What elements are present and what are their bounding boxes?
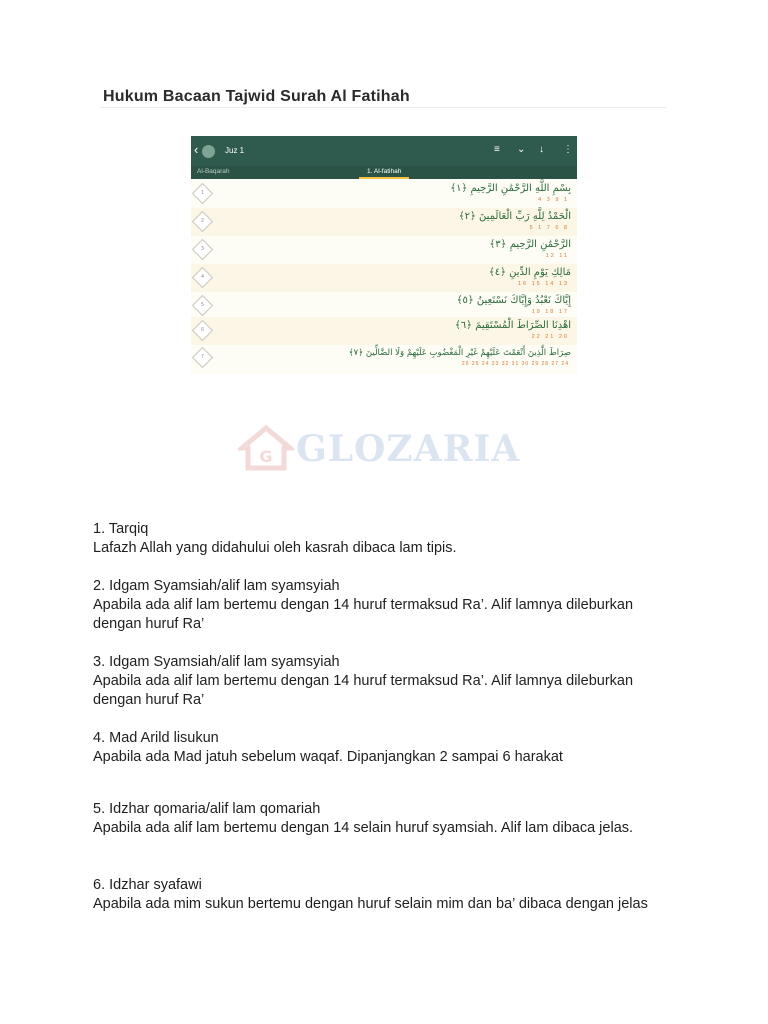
rule-item [93,876,673,914]
verse-arabic: الرَّحْمَٰنِ الرَّحِيمِ ﴿٣﴾ [489,239,571,250]
chevron-down-icon: ⌄ [517,144,526,155]
verse-arabic: إِيَّاكَ نَعْبُدُ وَإِيَّاكَ نَسْتَعِينُ ﴿٥﴾ [456,295,571,306]
watermark [238,424,521,472]
app-toolbar [191,136,577,166]
tajwid-markers: 5 1 7 6 8 [529,225,569,231]
quran-app-screenshot [191,136,577,374]
rule-item [93,653,673,710]
verse-number-badge: 1 [192,183,213,204]
tajwid-markers: 26 25 24 23 32 31 30 29 28 27 24 [461,361,569,367]
rule-heading: 1. Tarqiq [93,521,149,537]
rule-item [93,800,673,838]
rule-heading: 6. Idzhar syafawi [93,877,202,893]
verse-arabic: الْحَمْدُ لِلَّهِ رَبِّ الْعَالَمِينَ ﴿٢﴾ [458,211,571,222]
verse-row [191,236,577,264]
verse-arabic: صِرَاطَ الَّذِينَ أَنْعَمْتَ عَلَيْهِمْ غَيْرِ الْمَغْضُوبِ عَلَيْهِمْ وَلَا الضَّالِّينَ ﴿٧﴾ [348,348,571,358]
house-logo-icon [238,424,294,472]
title-divider [100,107,666,108]
verse-row [191,208,577,236]
active-tab-indicator [359,177,409,179]
toolbar-title: Juz 1 [225,146,245,155]
rule-description: Apabila ada alif lam bertemu dengan 14 huruf termaksud Ra’. Alif lamnya dileburkan dengan huruf Ra’ [93,597,634,632]
verse-row [191,180,577,208]
back-arrow-icon: ‹ [194,142,199,157]
verse-row [191,317,577,345]
rule-description: Apabila ada alif lam bertemu dengan 14 selain huruf syamsiah. Alif lam dibaca jelas. [93,820,634,836]
verse-number-badge: 2 [192,211,213,232]
verse-arabic: اهْدِنَا الصِّرَاطَ الْمُسْتَقِيمَ ﴿٦﴾ [454,320,571,331]
rule-item [93,520,673,558]
rule-item [93,577,673,634]
verse-number-badge: 5 [192,295,213,316]
rule-description: Apabila ada alif lam bertemu dengan 14 huruf termaksud Ra’. Alif lamnya dileburkan dengan huruf Ra’ [93,673,634,708]
svg-text:G: G [259,447,273,466]
tab-al-baqarah: Al-Baqarah [197,168,230,175]
verse-row [191,292,577,320]
rule-heading: 4. Mad Arild lisukun [93,730,219,746]
verse-number-badge: 6 [192,320,213,341]
rule-heading: 2. Idgam Syamsiah/alif lam syamsyiah [93,578,340,594]
verse-number-badge: 4 [192,267,213,288]
rule-description: Lafazh Allah yang didahului oleh kasrah dibaca lam tipis. [93,540,457,556]
watermark-text: GLOZARIA [296,428,521,470]
verse-number-badge: 7 [192,347,213,368]
verse-arabic: مَالِكِ يَوْمِ الدِّينِ ﴿٤﴾ [488,267,571,278]
verse-row [191,344,577,374]
page-title: Hukum Bacaan Tajwid Surah Al Fatihah [103,88,410,105]
more-options-icon: ⋮ [563,144,573,155]
rule-heading: 5. Idzhar qomaria/alif lam qomariah [93,801,321,817]
tab-al-fatihah: 1. Al-fatihah [367,168,402,175]
tajwid-markers: 19 18 17 [531,309,569,315]
list-icon: ≡ [494,144,500,155]
tajwid-markers: 4 3 9 1 [538,197,569,203]
tajwid-markers: 22 21 20 [531,334,569,340]
app-logo-icon [202,145,215,158]
rule-item [93,729,673,767]
rule-description: Apabila ada Mad jatuh sebelum waqaf. Dipanjangkan 2 sampai 6 harakat [93,749,563,765]
tajwid-markers: 12 11 [545,253,569,259]
verse-arabic: بِسْمِ اللَّهِ الرَّحْمَٰنِ الرَّحِيمِ ﴿١﴾ [450,183,571,194]
download-icon: ↓ [539,144,544,155]
rule-heading: 3. Idgam Syamsiah/alif lam syamsyiah [93,654,340,670]
rule-description: Apabila ada mim sukun bertemu dengan huruf selain mim dan ba’ dibaca dengan jelas [93,896,648,912]
verse-number-badge: 3 [192,239,213,260]
tajwid-markers: 16 15 14 13 [517,281,569,287]
verse-row [191,264,577,292]
